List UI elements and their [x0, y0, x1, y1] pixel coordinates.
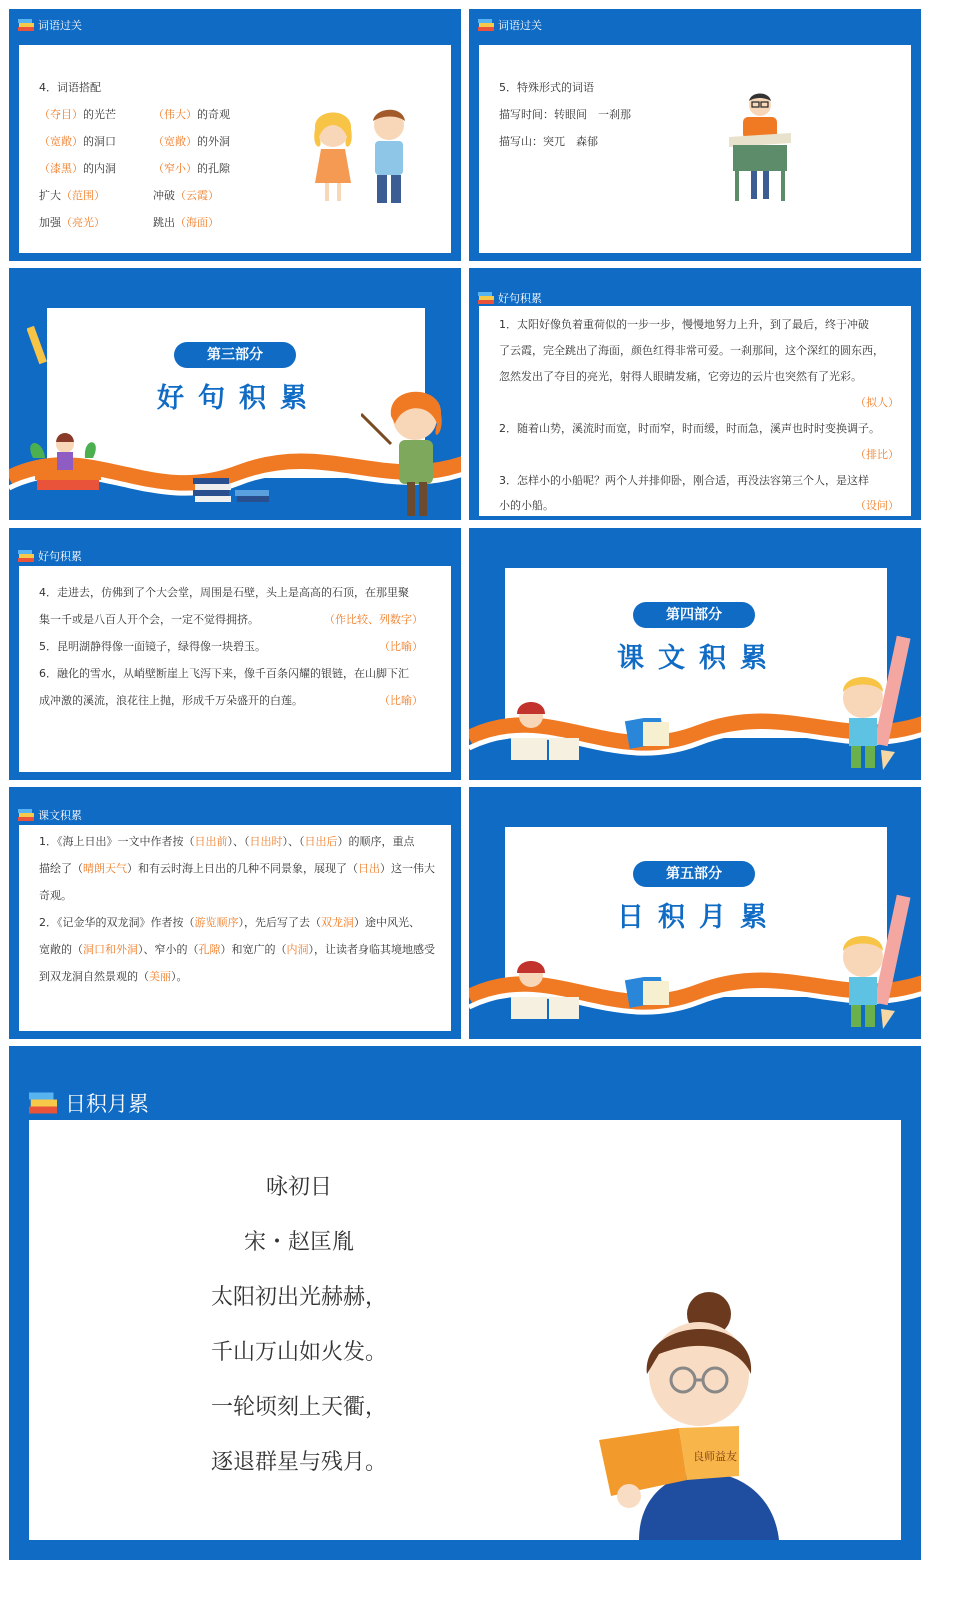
pair-row: （漆黑）的内洞	[39, 162, 116, 175]
part-pill: 第三部分	[174, 342, 296, 368]
header-label: 词语过关	[38, 19, 82, 32]
books-icon	[29, 1092, 57, 1114]
sentence-line: 1．太阳好像负着重荷似的一步一步，慢慢地努力上升，到了最后，终于冲破	[499, 318, 869, 331]
text-line: 奇观。	[39, 889, 72, 902]
slide-good-sentences-1	[469, 268, 921, 520]
content-panel	[479, 306, 911, 516]
rhetoric-tag: （设问）	[855, 499, 899, 512]
content-panel	[19, 566, 451, 772]
text-line: 到双龙洞自然景观的（美丽）。	[39, 970, 188, 983]
pair-row: （窄小）的孔隙	[153, 162, 230, 175]
text-line: 2．《记金华的双龙洞》作者按（游览顺序），先后写了去（双龙洞）途中风光、	[39, 916, 420, 929]
part-title: 好句积累	[157, 383, 321, 414]
poem-line: 一轮顷刻上天衢，	[210, 1395, 387, 1420]
slide-header	[478, 17, 542, 33]
content-panel	[479, 45, 911, 253]
kid-lying-illustration	[505, 698, 585, 778]
pair-row: （宽敞）的洞口	[39, 135, 116, 148]
pair-row: （宽敞）的外洞	[153, 135, 230, 148]
books-icon	[478, 19, 494, 31]
slide-daily-accumulation	[9, 1046, 921, 1560]
part-pill: 第四部分	[633, 602, 755, 628]
pair-row: （夺目）的光芒	[39, 108, 116, 121]
part-title: 课文积累	[617, 643, 781, 674]
sentence-line: 2．随着山势，溪流时而宽，时而窄，时而缓，时而急，溪声也时时变换调子。	[499, 422, 880, 435]
sentence-line: 5．昆明湖静得像一面镜子，绿得像一块碧玉。	[39, 640, 266, 653]
poem-title: 咏初日	[265, 1175, 332, 1200]
slide-header	[18, 548, 82, 564]
books-icon	[18, 809, 34, 821]
sentence-line: 了云霞，完全跳出了海面，颜色红得非常可爱。一刹那间，这个深红的圆东西，	[499, 344, 884, 357]
pair-row: 加强（亮光）	[39, 216, 105, 229]
header-label: 课文积累	[38, 809, 82, 822]
slide-header	[29, 1088, 149, 1118]
time-words: 描写时间：转眼间 一刹那	[499, 108, 631, 121]
notebook-icon	[619, 977, 679, 1027]
girl-reading-illustration	[23, 428, 113, 498]
text-line: 1．《海上日出》一文中作者按（日出前）、（日出时）、（日出后）的顺序，重点	[39, 835, 415, 848]
content-panel	[29, 1120, 901, 1540]
pair-row: 冲破（云霞）	[153, 189, 219, 202]
part-title: 日积月累	[617, 902, 781, 933]
poem-line: 逐退群星与残月。	[210, 1450, 387, 1475]
section-title: 5．特殊形式的词语	[499, 81, 594, 94]
pair-row: 扩大（范围）	[39, 189, 105, 202]
books-icon	[478, 292, 494, 304]
header-label: 词语过关	[498, 19, 542, 32]
content-panel	[19, 45, 451, 253]
sentence-line: 6．融化的雪水，从峭壁断崖上飞泻下来，像千百条闪耀的银链，在山脚下汇	[39, 667, 409, 680]
slide-special-words	[469, 9, 921, 261]
sentence-line: 4．走进去，仿佛到了个大会堂，周围是石壁，头上是高高的石顶，在那里聚	[39, 586, 409, 599]
ruler-icon	[27, 326, 51, 366]
poem-line: 太阳初出光赫赫，	[210, 1285, 387, 1310]
book-cover-text: 良师益友	[693, 1450, 737, 1463]
slide-part-four	[469, 528, 921, 780]
slide-text-accumulation	[9, 787, 461, 1039]
books-icon	[18, 550, 34, 562]
books-icon	[18, 19, 34, 31]
slide-header	[18, 807, 82, 823]
text-line: 描绘了（晴朗天气）和有云时海上日出的几种不同景象，展现了（日出）这一伟大	[39, 862, 435, 875]
sentence-line: 忽然发出了夺目的亮光，射得人眼睛发痛，它旁边的云片也突然有了光彩。	[499, 370, 862, 383]
notebook-icon	[619, 718, 679, 768]
text-line: 宽敞的（洞口和外洞）、窄小的（孔隙）和宽广的（内洞），让读者身临其境地感受	[39, 943, 435, 956]
content-panel	[19, 825, 451, 1031]
rhetoric-tag: （比喻）	[379, 640, 423, 653]
slide-header	[18, 17, 82, 33]
slide-word-collocation	[9, 9, 461, 261]
section-title: 4．词语搭配	[39, 81, 101, 94]
pair-row: 跳出（海面）	[153, 216, 219, 229]
book-stack-icon	[193, 468, 273, 508]
slide-part-five	[469, 787, 921, 1039]
student-at-desk-illustration	[725, 89, 795, 204]
rhetoric-tag: （比喻）	[379, 694, 423, 707]
slide-header	[478, 290, 542, 306]
poem-line: 千山万山如火发。	[210, 1340, 387, 1365]
rhetoric-tag: （排比）	[855, 448, 899, 461]
slide-good-sentences-2	[9, 528, 461, 780]
slide-part-three	[9, 268, 461, 520]
pair-row: （伟大）的奇观	[153, 108, 230, 121]
sentence-line: 3．怎样小的小船呢？两个人并排仰卧，刚合适，再没法容第三个人，是这样	[499, 474, 869, 487]
pencil-boy-illustration	[825, 632, 917, 780]
sentence-line: 成冲激的溪流，浪花往上抛，形成千万朵盛开的白莲。	[39, 694, 303, 707]
pencil-boy-illustration	[825, 891, 917, 1039]
sentence-line: 小的小船。	[499, 499, 554, 512]
teacher-pointer-illustration	[361, 384, 457, 520]
rhetoric-tag: （作比较、列数字）	[324, 613, 423, 626]
poem-author: 宋・赵匡胤	[243, 1230, 354, 1255]
part-pill: 第五部分	[633, 861, 755, 887]
header-label: 日积月累	[65, 1092, 149, 1116]
header-label: 好句积累	[498, 292, 542, 305]
kids-illustration	[301, 101, 421, 211]
woman-reading-illustration	[589, 1290, 799, 1540]
header-label: 好句积累	[38, 550, 82, 563]
kid-lying-illustration	[505, 957, 585, 1037]
rhetoric-tag: （拟人）	[855, 396, 899, 409]
sentence-line: 集一千或是八百人开个会，一定不觉得拥挤。	[39, 613, 259, 626]
mountain-words: 描写山：突兀 森郁	[499, 135, 598, 148]
